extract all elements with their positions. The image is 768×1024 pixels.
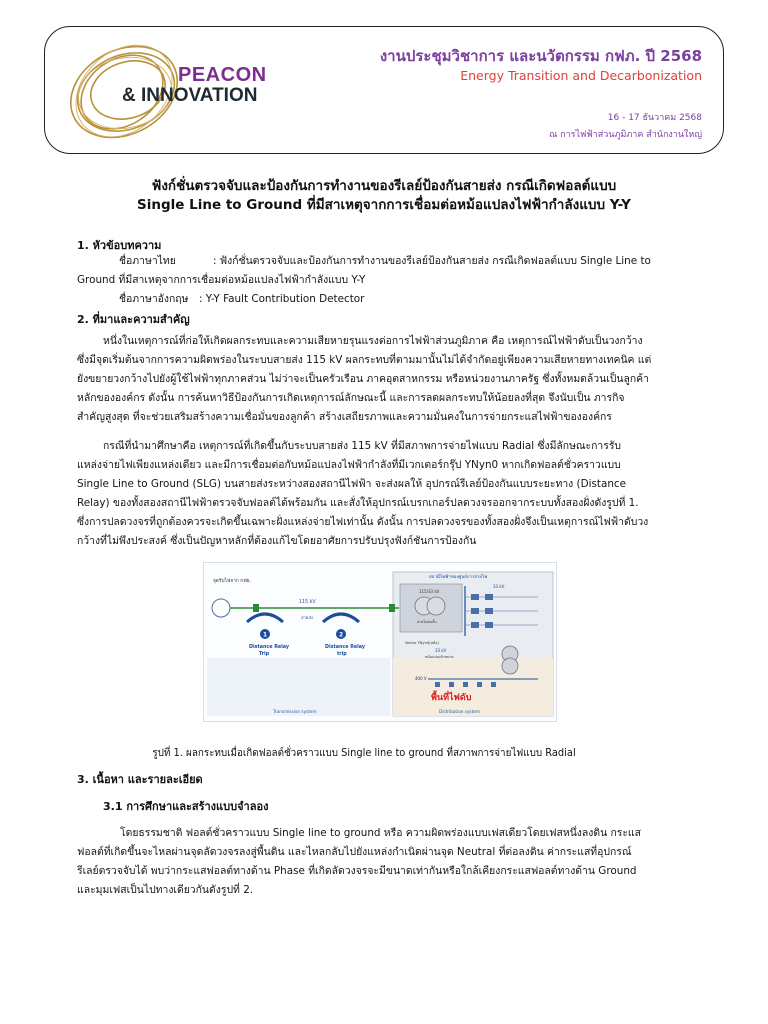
line-label: สายส่ง [301, 615, 313, 620]
load-icon [449, 682, 454, 687]
substation-right-label: สถานีไฟฟ้าของศูนย์การจ่ายไฟ [429, 575, 488, 580]
conference-date: 16 - 17 ธันวาคม 2568 [607, 113, 702, 123]
paragraph-line: แหล่งจ่ายไฟเพียงแหล่งเดียว และมีการเชื่อมต่อกับหม้อแปลงไฟฟ้ากำลังที่มีเวกเตอร์กรุ๊ป YNyn0 หากเกิดฟอลต์ชั่วคราวแบบ [77, 459, 621, 471]
thai-name-label: ชื่อภาษาไทย [119, 255, 176, 267]
load-icon [463, 682, 468, 687]
paragraph-line: และมุมเฟสเป็นไปทางเดียวกันดังรูปที่ 2. [77, 884, 254, 896]
source-generator-icon [212, 599, 230, 617]
outage-zone [393, 658, 553, 716]
paper-title-line-1: ฟังก์ชั่นตรวจจับและป้องกันการทำงานของรีเลย์ป้องกันสายส่ง กรณีเกิดฟอลต์แบบ [151, 178, 617, 194]
relay-right-trip: trip [337, 652, 347, 657]
paragraph-line: ฟอลต์ที่เกิดขึ้นจะไหลผ่านจุดลัดวงจรลงสู่พื้นดิน และไหลกลับไปยังแหล่งกำเนิดผ่านจุด Neutral ที่ต่อลงดิน ค่ากระแสที่อุปกรณ์ [77, 846, 632, 858]
logo-text-innovation: & INNOVATION [122, 85, 258, 106]
breaker-right-icon [389, 604, 395, 612]
paragraph-line: กรณีที่นำมาศึกษาคือ เหตุการณ์ที่เกิดขึ้นกับระบบสายส่ง 115 kV ที่มีสภาพการจ่ายไฟแบบ Radial ซึ่งมีลักษณะการรับ [103, 440, 622, 452]
load-icon [477, 682, 482, 687]
small-kv-label: 33 kV [435, 648, 447, 653]
paragraph-line: Relay) ของทั้งสองสถานีไฟฟ้าตรวจจับฟอลต์ได้พร้อมกัน และสั่งให้อุปกรณ์เบรกเกอร์ปลดวงจรออกจากระบบทั้งสองฝั่งดังรูปที่ 1. [77, 497, 639, 509]
eng-name-value: : Y-Y Fault Contribution Detector [199, 293, 365, 305]
right-kv-label: 33 kV [493, 584, 505, 589]
outage-area-label: พื้นที่ไฟดับ [431, 693, 472, 703]
section-2-heading: 2. ที่มาและความสำคัญ [77, 313, 190, 326]
figure-1-caption: รูปที่ 1. ผลกระทบเมื่อเกิดฟอลต์ชั่วคราวแบบ Single line to ground ที่สภาพการจ่ายไฟแบบ Radial [152, 747, 576, 759]
paragraph-line: โดยธรรมชาติ ฟอลต์ชั่วคราวแบบ Single line to ground หรือ ความผิดพร่องแบบเฟสเดียวโดยเฟสหนึ่งลงดิน กระแส [120, 827, 641, 839]
relay-left-trip: Trip [259, 652, 270, 657]
line-kv-label: 115 kV [299, 600, 316, 605]
paragraph-line: Single Line to Ground (SLG) บนสายส่งระหว่างสองสถานีไฟฟ้า จะส่งผลให้ อุปกรณ์รีเลย์ป้องกันแบบระยะทาง (Distance [77, 478, 627, 490]
paragraph-line: รีเลย์ตรวจจับได้ พบว่ากระแสฟอลต์ทางด้าน Phase ที่เกิดลัดวงจรจะมีขนาดเท่ากันหรือใกล้เคียงกระแสฟอลต์ทางด้าน Ground [77, 865, 637, 877]
vector-group-label: Vector YNyn0(หม้อ) [405, 641, 439, 645]
eng-name-label: ชื่อภาษาอังกฤษ [119, 293, 189, 305]
section-1-heading: 1. หัวข้อบทความ [77, 239, 162, 252]
paragraph-line: ซึ่งการปลดวงจรที่ถูกต้องควรจะเกิดขึ้นเฉพาะฝั่งแหล่งจ่ายไฟเท่านั้น ดังนั้น การปลดวงจรของทั้งสองฝั่งจึงเป็นเหตุการณ์ไฟฟ้าดับวง [77, 516, 649, 528]
section-3-heading: 3. เนื้อหา และรายละเอียด [77, 773, 203, 786]
breaker-left-icon [253, 604, 259, 612]
paragraph-line: ซึ่งมีจุดเริ่มต้นจากการความผิดพร่องในระบบสายส่ง 115 kV ผลกระทบที่ตามมานั้นไม่ได้จำกัดอยู่เพียงความเสียหายทางเทคนิค แต่ [77, 354, 652, 366]
relay-right-label: Distance Relay [325, 645, 366, 650]
paragraph-line: สำคัญสูงสุด ที่จะช่วยเสริมสร้างความเชื่อมั่นของลูกค้า สร้างเสถียรภาพและความมั่นคงในการจ่ายกระแสไฟฟ้าขององค์กร [77, 411, 612, 423]
paper-title-line-2: Single Line to Ground ที่มีสาเหตุจากการเชื่อมต่อหม้อแปลงไฟฟ้ากำลังแบบ Y-Y [137, 197, 631, 213]
conference-title: งานประชุมวิชาการ และนวัตกรรม กฟภ. ปี 2568 [379, 47, 702, 65]
section-3-1-heading: 3.1 การศึกษาและสร้างแบบจำลอง [103, 800, 269, 813]
load-icon [491, 682, 496, 687]
thai-name-value: : ฟังก์ชั่นตรวจจับและป้องกันการทำงานของรีเลย์ป้องกันสายส่ง กรณีเกิดฟอลต์แบบ Single Line to [213, 255, 651, 267]
paragraph-line: หนึ่งในเหตุการณ์ที่ก่อให้เกิดผลกระทบและความเสียหายรุนแรงต่อการไฟฟ้าส่วนภูมิภาค คือ เหตุการณ์ไฟฟ้าดับเป็นวงกว้าง [103, 335, 643, 347]
conference-venue: ณ การไฟฟ้าส่วนภูมิภาค สำนักงานใหญ่ [548, 130, 702, 140]
tx-kv-label: 115/33 kV [419, 589, 440, 594]
lv-label: 400 V [415, 676, 427, 681]
tx-ratio-label: สายไม่ต่อกั้น [417, 620, 437, 624]
relay-left-label: Distance Relay [249, 645, 290, 650]
thai-name-value-cont: Ground ที่มีสาเหตุจากการเชื่อมต่อหม้อแปลงไฟฟ้ากำลังแบบ Y-Y [77, 274, 366, 286]
conference-subtitle: Energy Transition and Decarbonization [460, 68, 702, 83]
paragraph-line: หลักขององค์กร ดังนั้น การค้นหาวิธีป้องกันการเกิดเหตุการณ์ลักษณะนี้ และการลดผลกระทบให้น้อยลงที่สุด จึงนับเป็น ภารกิจ [77, 392, 625, 404]
source-label: จุดรับไฟจาก กฟผ. [213, 579, 251, 584]
svg-text:1: 1 [263, 631, 268, 639]
paragraph-line: ยังขยายวงกว้างไปยังผู้ใช้ไฟฟ้าทุกภาคส่วน ไม่ว่าจะเป็นครัวเรือน ภาคอุตสาหกรรม หรือหน่วยงานภาครัฐ ซึ่งทั้งหมดล้วนเป็นลูกค้า [77, 373, 649, 385]
logo-text-peacon: PEACON [178, 64, 267, 86]
paragraph-line: กว้างที่ไม่พึงประสงค์ ซึ่งเป็นปัญหาหลักที่ต้องแก้ไขโดยอาศัยการปรับปรุงฟังก์ชันการป้องกัน [77, 535, 477, 547]
load-icon [435, 682, 440, 687]
svg-text:2: 2 [339, 631, 344, 639]
transmission-zone [207, 658, 390, 716]
figure-1-radial-fault-diagram [203, 562, 557, 722]
distribution-system-label: Distribution system [439, 709, 480, 714]
small-tx-label: หม้อแปลงจำหน่าย [425, 655, 454, 659]
transmission-system-label: Transmission system [273, 709, 317, 714]
